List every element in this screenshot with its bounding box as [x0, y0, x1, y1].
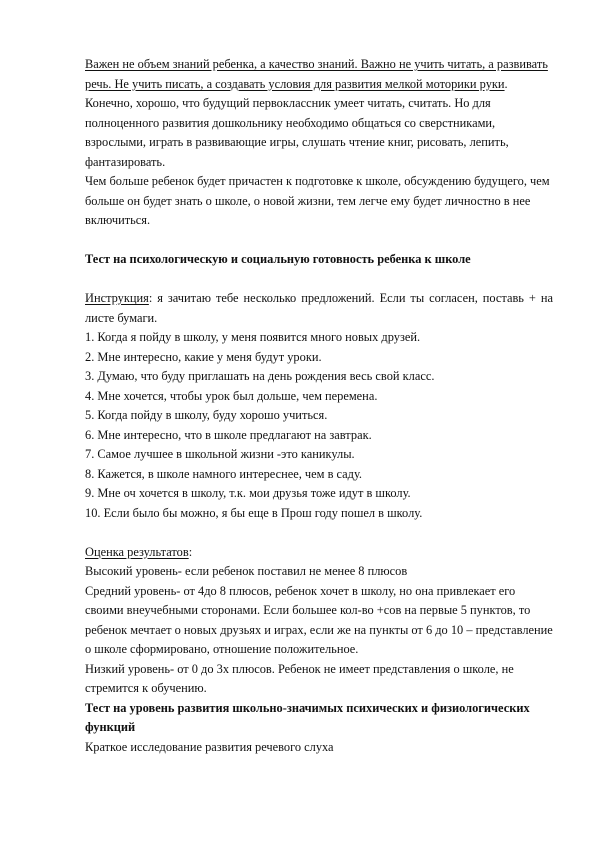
- test-item: 4. Мне хочется, чтобы урок был дольше, чем перемена.: [85, 388, 378, 403]
- test-item: 8. Кажется, в школе намного интереснее, чем в саду.: [85, 466, 363, 481]
- evaluation-heading: [85, 543, 553, 563]
- test-item: 7. Самое лучшее в школьной жизни -это каникулы.: [85, 447, 355, 461]
- intro-underlined-text: Важен не объем знаний ребенка, а качество знаний. Важно не учить читать, а развивать речь. Не учить писать, а создавать условия для развития мелкой моторики руки: [85, 57, 548, 91]
- evaluation-medium: Средний уровень- от 4до 8 плюсов, ребенок хочет в школу, но она привлекает его своими внеучебными сторонами. Если большее кол-во +сов на первые 5 пунктов, то ребенок мечтает о новых друзьях и играх, если же на пункты от 6 до 10 – представление о школе сформировано, отношение положительное.: [85, 583, 553, 656]
- test-item: 1. Когда я пойду в школу, у меня появится много новых друзей.: [85, 330, 421, 344]
- test-item: 9. Мне оч хочется в школу, т.к. мои друзья тоже идут в школу.: [85, 486, 411, 500]
- instruction-label: Инструкция: [85, 291, 149, 305]
- spacer: [85, 270, 553, 290]
- evaluation-label-end: :: [188, 544, 193, 559]
- instruction-text: : я зачитаю тебе несколько предложений. Если ты согласен, поставь + на листе бумаги.: [85, 291, 553, 325]
- test-item: 6. Мне интересно, что в школе предлагают на завтрак.: [85, 427, 372, 442]
- test-item: 2. Мне интересно, какие у меня будут уроки.: [85, 349, 322, 364]
- next-test-title: Тест на уровень развития школьно-значимых психических и физиологических функций: [85, 700, 530, 734]
- intro-paragraph-1: [85, 55, 553, 94]
- evaluation-label: Оценка результатов: [85, 544, 189, 559]
- test-item: 3. Думаю, что буду приглашать на день рождения весь свой класс.: [85, 369, 435, 383]
- test-instruction: [85, 289, 553, 328]
- test-item: 10. Если было бы можно, я бы еще в Прош году пошел в школу.: [85, 505, 423, 520]
- intro-paragraph-2: Конечно, хорошо, что будущий первоклассник умеет читать, считать. Но для полноценного развития дошкольнику необходимо общаться со сверстниками, взрослыми, играть в развивающие игры, слушать чтение книг, рисовать, лепить, фантазировать.: [85, 96, 509, 169]
- spacer: [85, 523, 553, 543]
- next-test-subtitle: Краткое исследование развития речевого слуха: [85, 739, 334, 754]
- intro-underlined-end: .: [504, 76, 508, 91]
- intro-paragraph-3: Чем больше ребенок будет причастен к подготовке к школе, обсуждению будущего, чем больше он будет знать о школе, о новой жизни, тем легче ему будет личностно в нее включиться.: [85, 174, 550, 227]
- test-item: 5. Когда пойду в школу, буду хорошо учиться.: [85, 408, 328, 422]
- evaluation-high: Высокий уровень- если ребенок поставил не менее 8 плюсов: [85, 564, 408, 578]
- spacer: [85, 231, 553, 251]
- evaluation-low: Низкий уровень- от 0 до 3х плюсов. Ребенок не имеет представления о школе, не стремится к обучению.: [85, 661, 514, 695]
- test-title: Тест на психологическую и социальную готовность ребенка к школе: [85, 252, 471, 266]
